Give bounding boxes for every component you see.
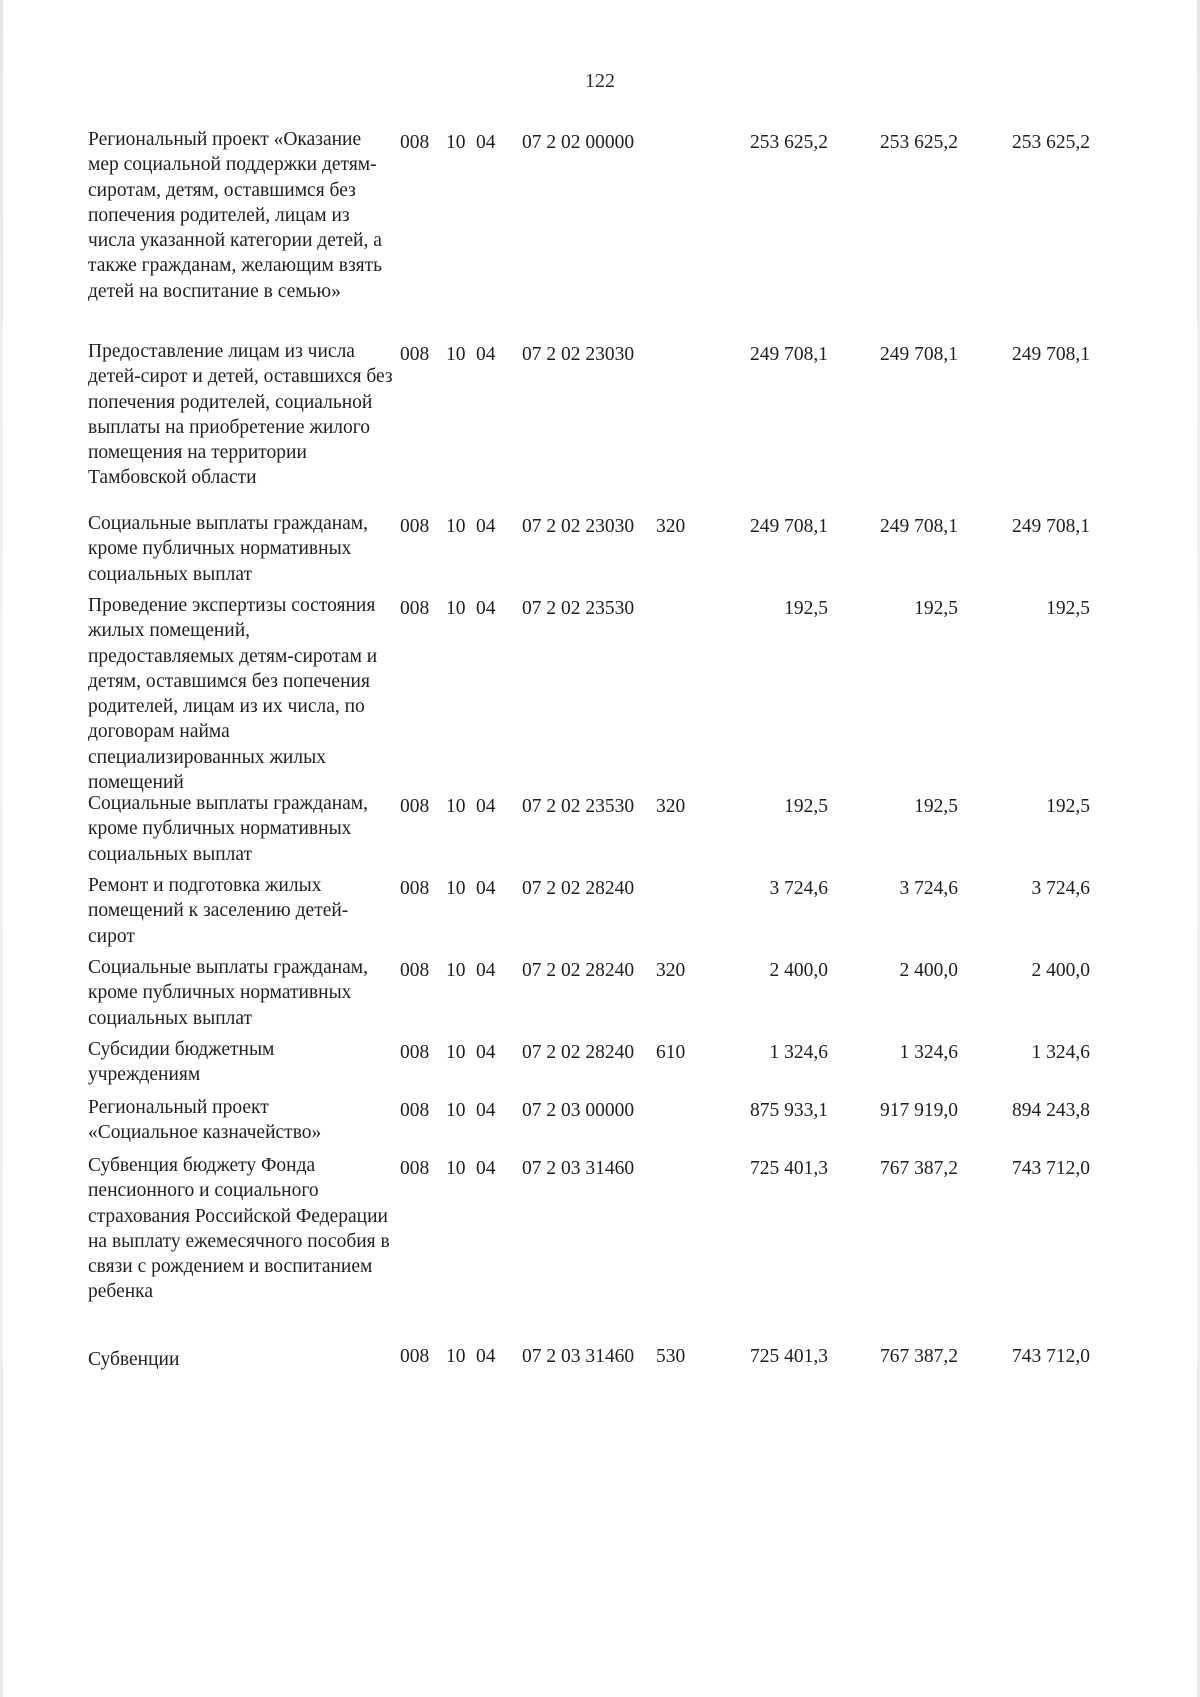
scan-edge-left [0, 0, 3, 1697]
subsection-code: 04 [476, 516, 496, 537]
amount-year-1: 249 708,1 [750, 344, 828, 365]
ministry-code: 008 [400, 1100, 430, 1121]
amount-year-1: 192,5 [784, 598, 828, 619]
row-name: Предоставление лицам из числа детей-сирот и детей, оставшихся без попечения родителей, социальной выплаты на приобретение жилого помещения на территории Тамбовской области [88, 341, 393, 489]
target-article: 07 2 03 31460 [522, 1346, 635, 1367]
amount-year-3: 743 712,0 [1012, 1346, 1090, 1367]
ministry-code: 008 [400, 598, 430, 619]
expense-type: 320 [656, 516, 686, 537]
ministry-code: 008 [400, 1158, 430, 1179]
amount-year-1: 875 933,1 [750, 1100, 828, 1121]
row-name: Региональный проект «Социальное казначейство» [88, 1097, 322, 1144]
ministry-code: 008 [400, 960, 430, 981]
section-code: 10 [446, 344, 466, 365]
amount-year-2: 3 724,6 [899, 878, 958, 899]
subsection-code: 04 [476, 960, 496, 981]
amount-year-3: 743 712,0 [1012, 1158, 1090, 1179]
section-code: 10 [446, 516, 466, 537]
section-code: 10 [446, 960, 466, 981]
section-code: 10 [446, 796, 466, 817]
expense-type: 320 [656, 796, 686, 817]
target-article: 07 2 02 23530 [522, 598, 635, 619]
amount-year-3: 3 724,6 [1031, 878, 1090, 899]
table-row [88, 591, 1188, 794]
target-article: 07 2 02 28240 [522, 960, 635, 981]
expense-type: 530 [656, 1346, 686, 1367]
amount-year-2: 1 324,6 [899, 1042, 958, 1063]
amount-year-2: 192,5 [914, 796, 958, 817]
amount-year-1: 192,5 [784, 796, 828, 817]
section-code: 10 [446, 1042, 466, 1063]
subsection-code: 04 [476, 1100, 496, 1121]
amount-year-2: 2 400,0 [899, 960, 958, 981]
target-article: 07 2 03 31460 [522, 1158, 635, 1179]
table-row [88, 953, 1188, 1035]
row-name: Проведение экспертизы состояния жилых помещений, предоставляемых детям-сиротам и детям, оставшимся без попечения родителей, лицам из их числа, по договорам найма специализированных жилых помещений [88, 595, 378, 794]
amount-year-1: 725 401,3 [750, 1158, 828, 1179]
amount-year-1: 725 401,3 [750, 1346, 828, 1367]
page-number: 122 [585, 70, 615, 92]
subsection-code: 04 [476, 878, 496, 899]
table-row [88, 1339, 1188, 1379]
row-name: Социальные выплаты гражданам, кроме публичных нормативных социальных выплат [88, 513, 369, 585]
amount-year-3: 253 625,2 [1012, 132, 1090, 153]
target-article: 07 2 02 23030 [522, 344, 635, 365]
amount-year-3: 2 400,0 [1031, 960, 1090, 981]
amount-year-1: 253 625,2 [750, 132, 828, 153]
amount-year-1: 249 708,1 [750, 516, 828, 537]
amount-year-3: 249 708,1 [1012, 516, 1090, 537]
amount-year-1: 1 324,6 [769, 1042, 828, 1063]
subsection-code: 04 [476, 598, 496, 619]
amount-year-2: 249 708,1 [880, 344, 958, 365]
table-row [88, 1093, 1188, 1151]
ministry-code: 008 [400, 878, 430, 899]
section-code: 10 [446, 132, 466, 153]
ministry-code: 008 [400, 132, 430, 153]
amount-year-2: 192,5 [914, 598, 958, 619]
section-code: 10 [446, 598, 466, 619]
table-row [88, 125, 1188, 337]
row-name: Субвенция бюджету Фонда пенсионного и социального страхования Российской Федерации на выплату ежемесячного пособия в связи с рождением и воспитанием ребенка [88, 1155, 390, 1303]
amount-year-2: 767 387,2 [880, 1346, 958, 1367]
table-row [88, 509, 1188, 591]
target-article: 07 2 02 00000 [522, 132, 635, 153]
subsection-code: 04 [476, 1346, 496, 1367]
ministry-code: 008 [400, 796, 430, 817]
target-article: 07 2 02 23030 [522, 516, 635, 537]
section-code: 10 [446, 1100, 466, 1121]
target-article: 07 2 02 23530 [522, 796, 635, 817]
table-row [88, 337, 1188, 509]
subsection-code: 04 [476, 344, 496, 365]
amount-year-2: 917 919,0 [880, 1100, 958, 1121]
subsection-code: 04 [476, 1158, 496, 1179]
amount-year-1: 2 400,0 [769, 960, 828, 981]
row-name: Ремонт и подготовка жилых помещений к заселению детей-сирот [88, 875, 349, 947]
row-name: Субвенции [88, 1349, 180, 1370]
amount-year-2: 253 625,2 [880, 132, 958, 153]
row-name: Социальные выплаты гражданам, кроме публичных нормативных социальных выплат [88, 957, 369, 1029]
ministry-code: 008 [400, 1346, 430, 1367]
target-article: 07 2 02 28240 [522, 1042, 635, 1063]
ministry-code: 008 [400, 516, 430, 537]
amount-year-3: 192,5 [1046, 598, 1090, 619]
expense-type: 610 [656, 1042, 686, 1063]
section-code: 10 [446, 878, 466, 899]
amount-year-3: 1 324,6 [1031, 1042, 1090, 1063]
target-article: 07 2 02 28240 [522, 878, 635, 899]
table-row [88, 871, 1188, 953]
amount-year-3: 192,5 [1046, 796, 1090, 817]
budget-table [88, 125, 1188, 1379]
target-article: 07 2 03 00000 [522, 1100, 635, 1121]
subsection-code: 04 [476, 796, 496, 817]
ministry-code: 008 [400, 1042, 430, 1063]
table-row [88, 1151, 1188, 1339]
row-name: Субсидии бюджетным учреждениям [88, 1039, 275, 1086]
section-code: 10 [446, 1346, 466, 1367]
amount-year-2: 249 708,1 [880, 516, 958, 537]
amount-year-3: 249 708,1 [1012, 344, 1090, 365]
subsection-code: 04 [476, 132, 496, 153]
subsection-code: 04 [476, 1042, 496, 1063]
expense-type: 320 [656, 960, 686, 981]
row-name: Социальные выплаты гражданам, кроме публичных нормативных социальных выплат [88, 793, 369, 865]
row-name: Региональный проект «Оказание мер социальной поддержки детям-сиротам, детям, оставшимся без попечения родителей, лицам из числа указанной категории детей, а также гражданам, желающим взять детей на воспитание в семью» [88, 129, 383, 302]
section-code: 10 [446, 1158, 466, 1179]
amount-year-3: 894 243,8 [1012, 1100, 1090, 1121]
table-row [88, 1035, 1188, 1093]
ministry-code: 008 [400, 344, 430, 365]
amount-year-1: 3 724,6 [769, 878, 828, 899]
table-row [88, 789, 1188, 871]
amount-year-2: 767 387,2 [880, 1158, 958, 1179]
